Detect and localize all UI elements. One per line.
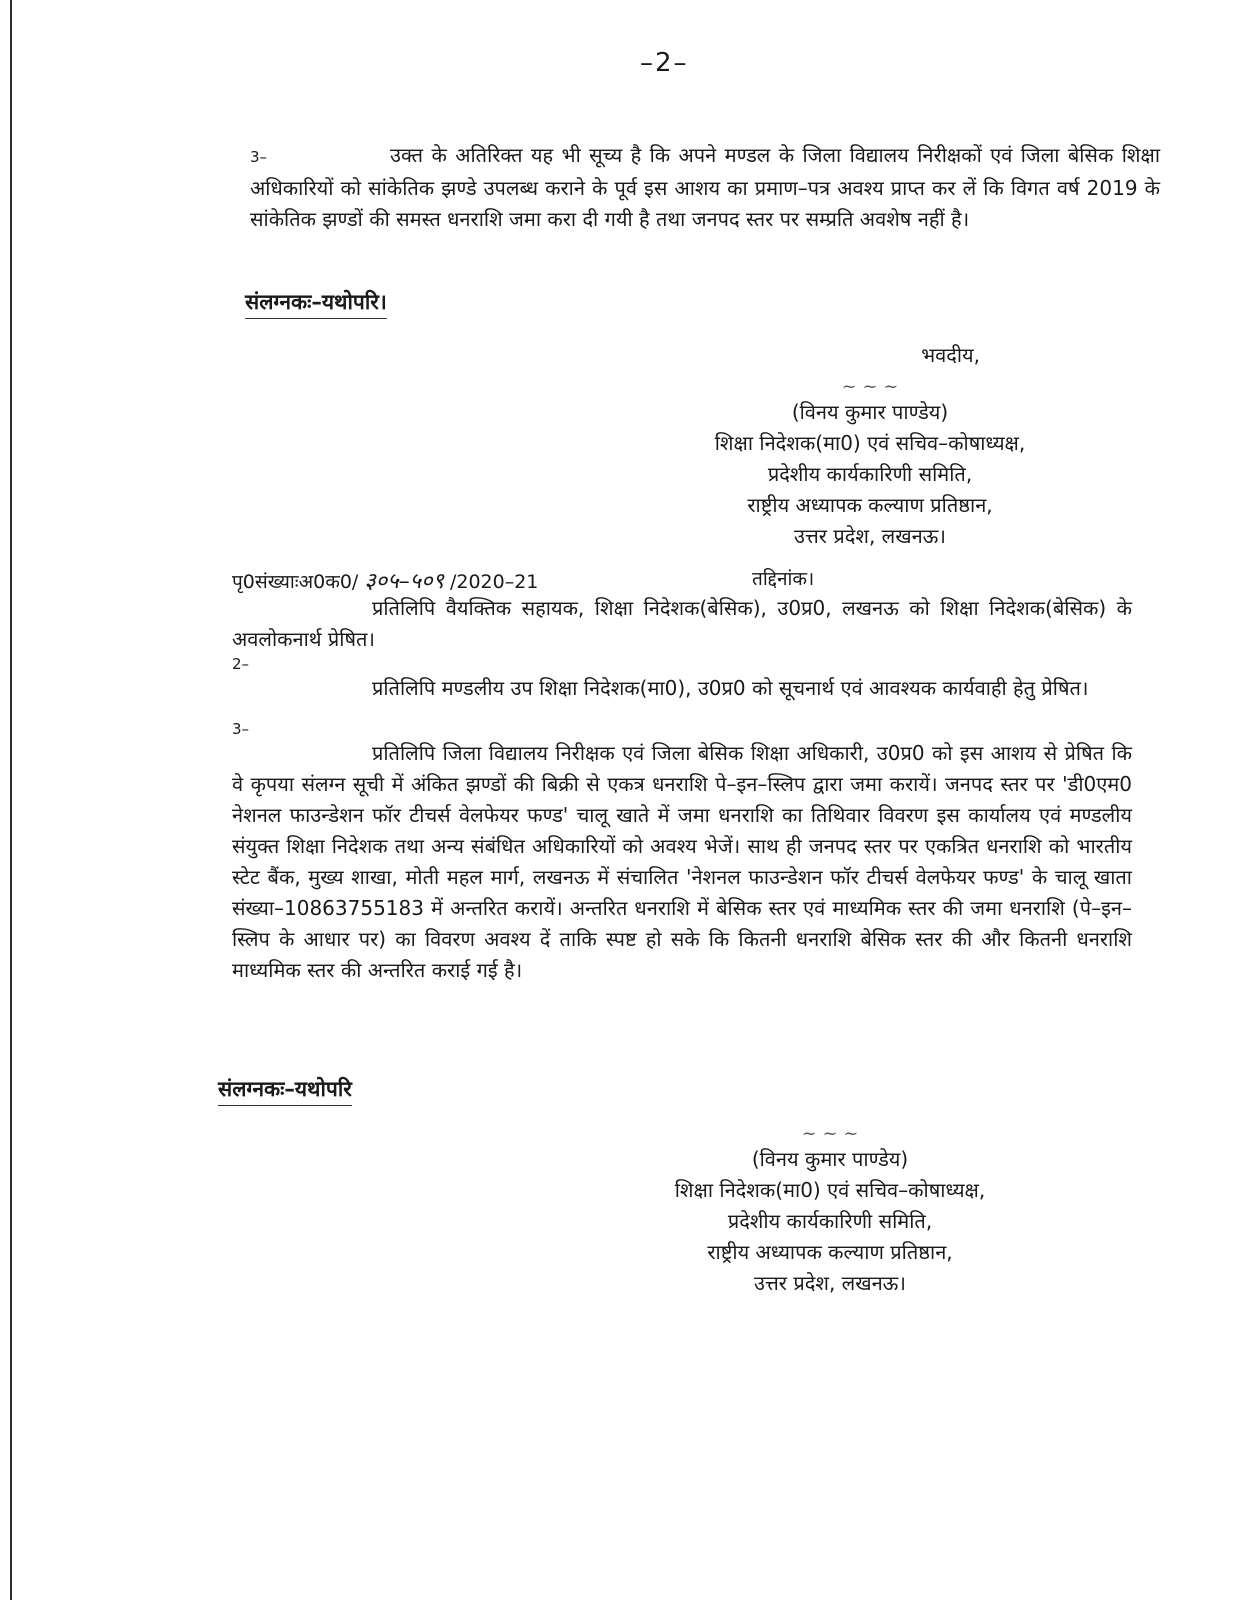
signature-block xyxy=(640,340,1100,552)
reference-date: तद्दिनांक। xyxy=(752,568,815,590)
reference-year: /2020–21 xyxy=(449,571,539,593)
copy-item xyxy=(232,593,1132,655)
designation-line: उत्तर प्रदेश, लखनऊ। xyxy=(794,524,946,548)
signature-mark: ~ ~ ~ xyxy=(841,376,899,397)
reference-line xyxy=(232,565,992,595)
designation-line: प्रदेशीय कार्यकारिणी समिति, xyxy=(727,1209,933,1233)
paragraph-3 xyxy=(250,140,1160,235)
copy-item xyxy=(232,655,1132,704)
copy-text: प्रतिलिपि वैयक्तिक सहायक, शिक्षा निदेशक(बेसिक), उ0प्र0, लखनऊ को शिक्षा निदेशक(बेसिक) के अवलोकनार्थ प्रेषित। xyxy=(232,596,1132,651)
signatory-name: (विनय कुमार पाण्डेय) xyxy=(751,1147,909,1171)
signatory-name: (विनय कुमार पाण्डेय) xyxy=(791,400,949,424)
copy-number: 3– xyxy=(232,720,250,738)
designation-line: शिक्षा निदेशक(मा0) एवं सचिव–कोषाध्यक्ष, xyxy=(674,1178,986,1202)
reference-prefix: पृ0संख्याःअ0क0/ xyxy=(232,571,359,593)
designation-line: उत्तर प्रदेश, लखनऊ। xyxy=(754,1271,906,1295)
handwritten-number: ३०५–५०९ xyxy=(364,569,444,594)
enclosure-note: संलग्नकः–यथोपरि xyxy=(218,1075,352,1106)
paragraph-number: 3– xyxy=(250,148,268,166)
salutation: भवदीय, xyxy=(921,343,980,367)
copy-text: प्रतिलिपि जिला विद्यालय निरीक्षक एवं जिला बेसिक शिक्षा अधिकारी, उ0प्र0 को इस आशय से प्रेषित कि वे कृपया संलग्न सूची में अंकित झण्डों की बिक्री से एकत्र धनराशि पे–इन–स्लिप द्वारा जमा करायें। जनपद स्तर पर 'डी0एम0 नेशनल फाउन्डेशन फॉर टीचर्स वेलफेयर फण्ड' चालू खाते में जमा धनराशि का तिथिवार विवरण इस कार्यालय एवं मण्डलीय संयुक्त शिक्षा निदेशक तथा अन्य संबंधित अधिकारियों को अवश्य भेजें। साथ ही जनपद स्तर पर एकत्रित धनराशि को भारतीय स्टेट बैंक, मुख्य शाखा, मोती महल मार्ग, लखनऊ में संचालित 'नेशनल फाउन्डेशन फॉर टीचर्स वेलफेयर फण्ड' के चालू खाता संख्या–10863755183 में अन्तरित करायें। अन्तरित धनराशि में बेसिक स्तर एवं माध्यमिक स्तर की जमा धनराशि (पे–इन–स्लिप के आधार पर) का विवरण अवश्य दें ताकि स्पष्ट हो सके कि कितनी धनराशि बेसिक स्तर की और कितनी धनराशि माध्यमिक स्तर की अन्तरित कराई गई है। xyxy=(232,741,1132,982)
copy-number: 2– xyxy=(232,655,250,673)
designation-line: शिक्षा निदेशक(मा0) एवं सचिव–कोषाध्यक्ष, xyxy=(714,431,1026,455)
signature-mark: ~ ~ ~ xyxy=(801,1123,859,1144)
designation-line: राष्ट्रीय अध्यापक कल्याण प्रतिष्ठान, xyxy=(747,493,993,517)
designation-line: प्रदेशीय कार्यकारिणी समिति, xyxy=(767,462,973,486)
signature-block xyxy=(600,1118,1060,1299)
designation-line: राष्ट्रीय अध्यापक कल्याण प्रतिष्ठान, xyxy=(707,1240,953,1264)
scan-edge xyxy=(10,0,12,1600)
page-number: –2– xyxy=(640,48,689,78)
copy-text: प्रतिलिपि मण्डलीय उप शिक्षा निदेशक(मा0), उ0प्र0 को सूचनार्थ एवं आवश्यक कार्यवाही हेतु प्रेषित। xyxy=(372,676,1089,700)
paragraph-text: उक्त के अतिरिक्त यह भी सूच्य है कि अपने मण्डल के जिला विद्यालय निरीक्षकों एवं जिला बेसिक शिक्षा अधिकारियों को सांकेतिक झण्डे उपलब्ध कराने के पूर्व इस आशय का प्रमाण–पत्र अवश्य प्राप्त कर लें कि विगत वर्ष 2019 के सांकेतिक झण्डों की समस्त धनराशि जमा करा दी गयी है तथा जनपद स्तर पर सम्प्रति अवशेष नहीं है। xyxy=(250,143,1160,231)
enclosure-note: संलग्नकः–यथोपरि। xyxy=(245,288,387,319)
copy-item xyxy=(232,720,1132,986)
